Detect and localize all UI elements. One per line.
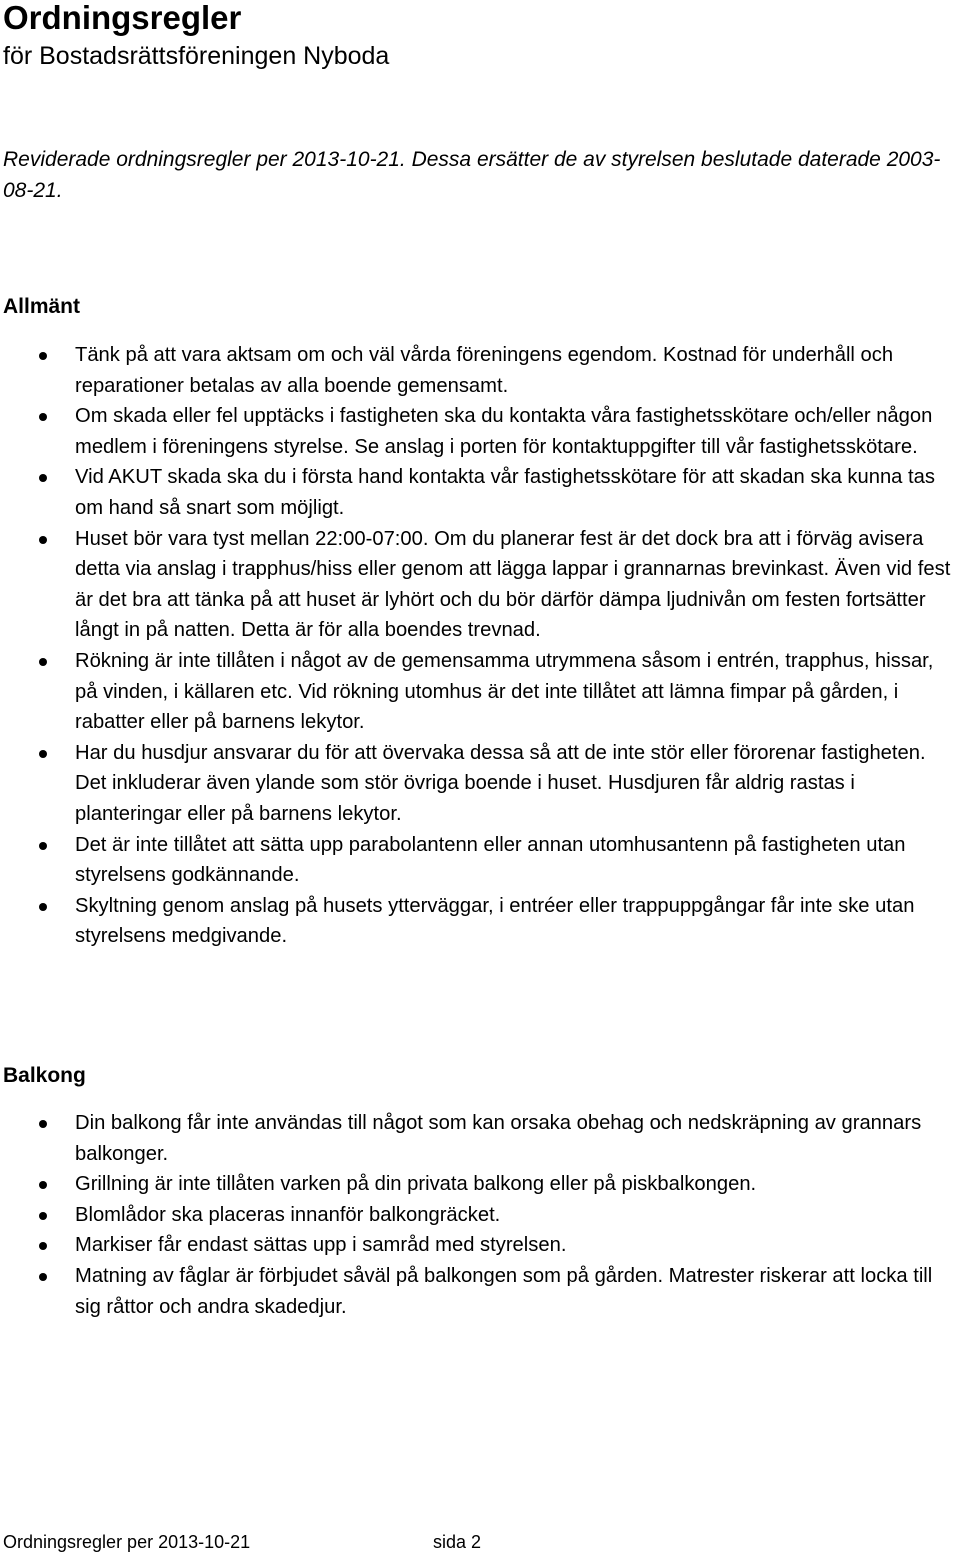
bullet-icon [39, 352, 47, 360]
list-item [0, 830, 960, 891]
list-item [0, 646, 960, 738]
section-heading-allmant: Allmänt [3, 295, 81, 318]
bullet-icon [39, 1181, 47, 1189]
list-item [0, 401, 960, 462]
bullet-icon [39, 1212, 47, 1220]
rule-text: Om skada eller fel upptäcks i fastigheten ska du kontakta våra fastighetsskötare och/eller någon medlem i föreningens styrelse. Se anslag i porten för kontaktuppgifter till vår fastighetsskötare. [75, 405, 933, 458]
list-item [0, 340, 960, 401]
list-item [0, 1108, 960, 1169]
rule-text: Vid AKUT skada ska du i första hand kontakta vår fastighetsskötare för att skadan ska kunna tas om hand så snart som möjligt. [75, 466, 935, 519]
list-item [0, 524, 960, 646]
bullet-icon [39, 842, 47, 850]
rule-text: Huset bör vara tyst mellan 22:00-07:00. Om du planerar fest är det dock bra att i förväg avisera detta via anslag i trapphus/hiss eller genom att lägga lappar i grannarnas brevinkast. Även vid fest är det bra att tänka på att huset är lyhört och du bör därför dämpa ljudnivån om festen fortsätter långt in på natten. Detta är för alla boendes trevnad. [75, 527, 951, 642]
rule-text: Tänk på att vara aktsam om och väl vårda föreningens egendom. Kostnad för underhåll och reparationer betalas av alla boende gemensamt. [75, 344, 894, 397]
rules-list-allmant [0, 340, 960, 952]
footer-document-label: Ordningsregler per 2013-10-21 [3, 1532, 251, 1552]
revision-note: Reviderade ordningsregler per 2013-10-21. Dessa ersätter de av styrelsen beslutade daterade 2003-08-21. [3, 148, 941, 202]
footer-page-number: sida 2 [433, 1532, 482, 1552]
document-title: Ordningsregler [3, 0, 242, 36]
rule-text: Matning av fåglar är förbjudet såväl på balkongen som på gården. Matrester riskerar att locka till sig råttor och andra skadedjur. [75, 1264, 933, 1318]
bullet-icon [39, 413, 47, 421]
bullet-icon [39, 750, 47, 758]
document-subtitle: för Bostadsrättsföreningen Nyboda [3, 42, 390, 70]
bullet-icon [39, 1242, 47, 1250]
list-item [0, 738, 960, 830]
rules-list-balkong [0, 1108, 960, 1322]
rule-text: Grillning är inte tillåten varken på din privata balkong eller på piskbalkongen. [75, 1173, 757, 1196]
bullet-icon [39, 658, 47, 666]
bullet-icon [39, 536, 47, 544]
list-item [0, 1230, 960, 1261]
section-heading-balkong: Balkong [3, 1064, 86, 1087]
bullet-icon [39, 903, 47, 911]
bullet-icon [39, 474, 47, 482]
rule-text: Har du husdjur ansvarar du för att övervaka dessa så att de inte stör eller förorenar fastigheten. Det inkluderar även ylande som stör övriga boende i huset. Husdjuren får aldrig rastas i planteringar eller på barnens lekytor. [75, 741, 926, 825]
rule-text: Blomlådor ska placeras innanför balkongräcket. [75, 1203, 501, 1226]
rule-text: Skyltning genom anslag på husets ytterväggar, i entréer eller trappuppgångar får inte ske utan styrelsens medgivande. [75, 894, 915, 948]
list-item [0, 1200, 960, 1231]
rule-text: Markiser får endast sättas upp i samråd med styrelsen. [75, 1234, 567, 1257]
list-item [0, 1261, 960, 1322]
bullet-icon [39, 1273, 47, 1281]
list-item [0, 891, 960, 952]
rule-text: Rökning är inte tillåten i något av de gemensamma utrymmena såsom i entrén, trapphus, hissar, på vinden, i källaren etc. Vid rökning utomhus är det inte tillåtet att lämna fimpar på gården, i rabatter eller på barnens lekytor. [75, 649, 934, 734]
bullet-icon [39, 1120, 47, 1128]
rule-text: Det är inte tillåtet att sätta upp parabolantenn eller annan utomhusantenn på fastigheten utan styrelsens godkännande. [75, 833, 906, 887]
list-item [0, 462, 960, 523]
list-item [0, 1169, 960, 1200]
rule-text: Din balkong får inte användas till något som kan orsaka obehag och nedskräpning av grannars balkonger. [75, 1112, 922, 1165]
